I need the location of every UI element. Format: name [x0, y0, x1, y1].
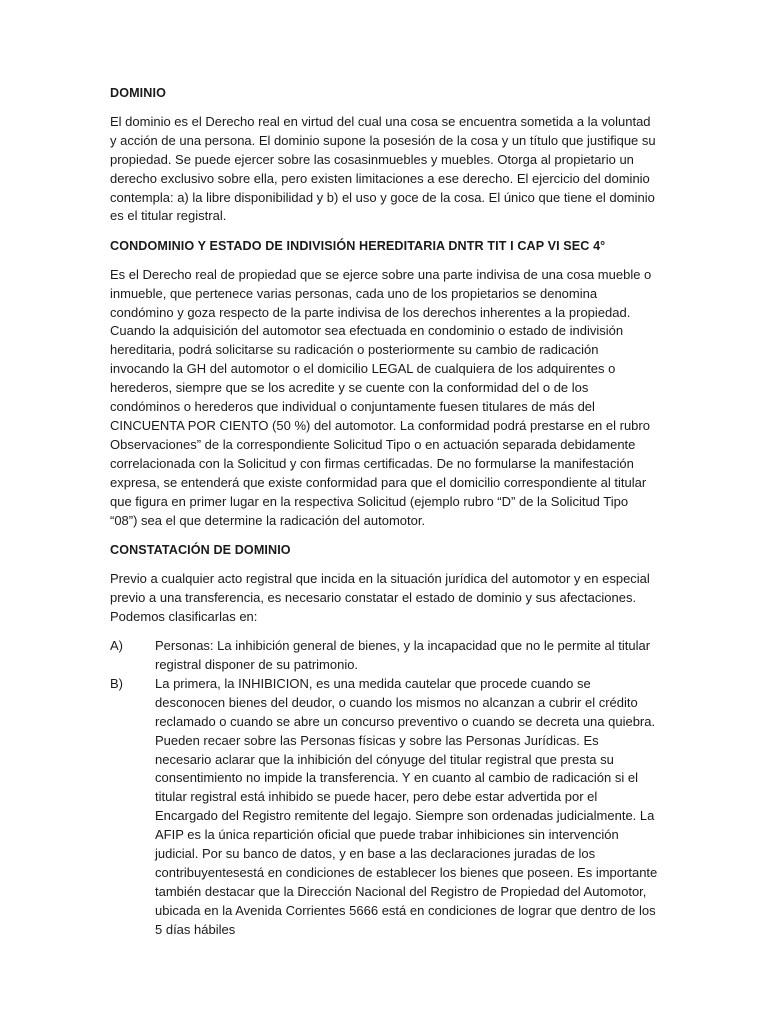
classification-list [110, 637, 658, 940]
section-heading-constatacion: CONSTATACIÓN DE DOMINIO [110, 542, 291, 557]
paragraph-constatacion: Previo a cualquier acto registral que incida en la situación jurídica del automotor y en especial previo a una transferencia, es necesario constatar el estado de dominio y sus afectaciones. Podemos clasificarlas en: [110, 570, 650, 624]
list-item-text: La primera, la INHIBICION, es una medida cautelar que procede cuando se desconocen bienes del deudor, o cuando los mismos no alcanzan a cubrir el crédito reclamado o cuando se abre un concurso preventivo o cuando se decreta una quiebra. Pueden recaer sobre las Personas físicas y sobre las Personas Jurídicas. Es necesario aclarar que la inhibición del cónyuge del titular registral que presta su consentimiento no impide la transferencia. Y en cuanto al cambio de radicación si el titular registral está inhibido se puede hacer, pero debe estar advertida por el Encargado del Registro remitente del legajo. Siempre son ordenadas judicialmente. La AFIP es la única repartición oficial que puede trabar inhibiciones sin intervención judicial. Por su banco de datos, y en base a las declaraciones juradas de los contribuyentesestá en condiciones de establecer los bienes que poseen. Es importante también destacar que la Dirección Nacional del Registro de Propiedad del Automotor, ubicada en la Avenida Corrientes 5666 está en condiciones de lograr que dentro de los 5 días hábiles [155, 675, 658, 937]
list-item [110, 675, 658, 940]
section-heading-condominio: CONDOMINIO Y ESTADO DE INDIVISIÓN HEREDITARIA DNTR TIT I CAP VI SEC 4° [110, 238, 606, 253]
paragraph-condominio: Es el Derecho real de propiedad que se ejerce sobre una parte indivisa de una cosa mueble o inmueble, que pertenece varias personas, cada uno de los propietarios se denomina condómino y goza respecto de la parte indivisa de los derechos inherentes a la propiedad. Cuando la adquisición del automotor sea efectuada en condominio o estado de indivisión hereditaria, podrá solicitarse su radicación o posteriormente su cambio de radicación invocando la GH del automotor o el domicilio LEGAL de cualquiera de los adquirentes o herederos, siempre que se los acredite y se cuente con la conformidad del o de los condóminos o herederos que individual o conjuntamente fuesen titulares de más del CINCUENTA POR CIENTO (50 %) del automotor. La conformidad podrá prestarse en el rubro Observaciones” de la correspondiente Solicitud Tipo o en actuación separada debidamente correlacionada con la Solicitud y con firmas certificadas. De no formularse la manifestación expresa, se entenderá que existe conformidad para que el domicilio correspondiente al titular que figura en primer lugar en la respectiva Solicitud (ejemplo rubro “D” de la Solicitud Tipo “08”) sea el que determine la radicación del automotor. [110, 266, 652, 528]
paragraph-dominio: El dominio es el Derecho real en virtud del cual una cosa se encuentra sometida a la voluntad y acción de una persona. El dominio supone la posesión de la cosa y un título que justifique su propiedad. Se puede ejercer sobre las cosasinmuebles y muebles. Otorga al propietario un derecho exclusivo sobre ella, pero existen limitaciones a ese derecho. El ejercicio del dominio contempla: a) la libre disponibilidad y b) el uso y goce de la cosa. El único que tiene el dominio es el titular registral. [110, 113, 656, 224]
list-marker: B) [110, 675, 123, 691]
list-item-text: Personas: La inhibición general de bienes, y la incapacidad que no le permite al titular registral disponer de su patrimonio. [155, 638, 651, 672]
list-marker: A) [110, 638, 123, 654]
list-item [110, 637, 658, 675]
section-heading-dominio: DOMINIO [110, 86, 166, 100]
